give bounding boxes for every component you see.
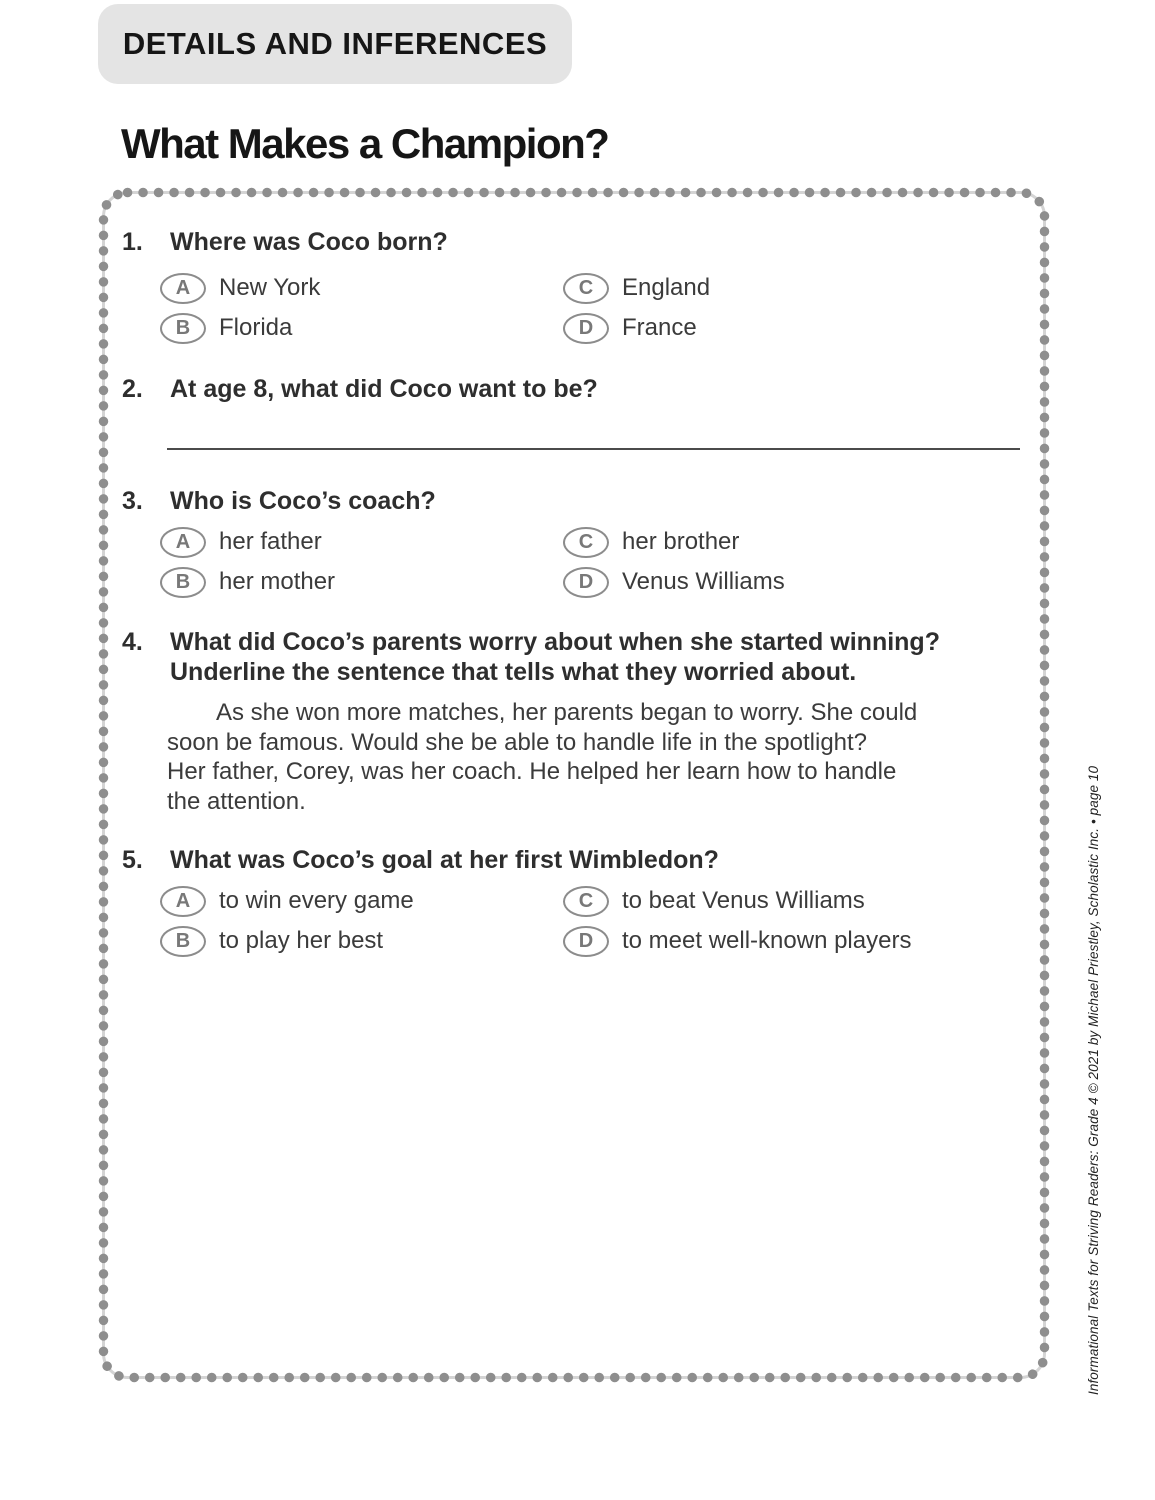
question-2-text: At age 8, what did Coco want to be? bbox=[170, 375, 598, 403]
question-2-answer-line[interactable] bbox=[167, 448, 1020, 450]
q1-choice-b-label: Florida bbox=[219, 314, 293, 341]
question-5-number: 5. bbox=[122, 846, 143, 874]
q3-choice-c-label: her brother bbox=[622, 528, 740, 555]
question-5-header bbox=[122, 845, 719, 875]
q3-choice-b-label: her mother bbox=[219, 568, 336, 595]
q5-choice-d-label: to meet well-known players bbox=[622, 927, 912, 954]
q5-choice-b-bubble[interactable]: B bbox=[160, 926, 206, 957]
q5-choice-c-label: to beat Venus Williams bbox=[622, 887, 865, 914]
q1-choice-d-bubble[interactable]: D bbox=[563, 313, 609, 344]
q3-choice-a bbox=[160, 522, 563, 562]
q1-choice-c-label: England bbox=[622, 274, 711, 301]
question-4-header bbox=[122, 627, 940, 687]
q5-choice-a bbox=[160, 881, 563, 921]
q3-choice-d-bubble[interactable]: D bbox=[563, 567, 609, 598]
passage-line-1: As she won more matches, her parents began to worry. She could bbox=[216, 699, 918, 726]
question-4-passage bbox=[167, 698, 997, 816]
q1-choice-a bbox=[160, 268, 563, 308]
q1-choice-a-bubble[interactable]: A bbox=[160, 273, 206, 304]
question-4-number: 4. bbox=[122, 628, 143, 656]
question-2-header bbox=[122, 374, 598, 404]
question-3-choices bbox=[160, 522, 785, 602]
q3-choice-d bbox=[563, 562, 785, 602]
question-1-text: Where was Coco born? bbox=[170, 228, 448, 256]
passage-line-4: the attention. bbox=[167, 787, 306, 815]
section-badge-label: DETAILS AND INFERENCES bbox=[122, 26, 548, 61]
q1-choice-b bbox=[160, 308, 563, 348]
question-4-text bbox=[170, 627, 940, 687]
q5-choice-d bbox=[563, 921, 911, 961]
question-3-number: 3. bbox=[122, 487, 143, 515]
q5-choice-c bbox=[563, 881, 911, 921]
question-2-number: 2. bbox=[122, 375, 143, 403]
question-3-header bbox=[122, 486, 436, 516]
q5-choice-a-label: to win every game bbox=[219, 887, 414, 914]
q3-choice-b bbox=[160, 562, 563, 602]
q3-choice-c bbox=[563, 522, 785, 562]
question-3-text: Who is Coco’s coach? bbox=[170, 487, 436, 515]
q3-choice-c-bubble[interactable]: C bbox=[563, 527, 609, 558]
q5-choice-a-bubble[interactable]: A bbox=[160, 886, 206, 917]
q1-choice-d bbox=[563, 308, 710, 348]
section-badge bbox=[98, 4, 572, 84]
question-4-text-line-1: What did Coco’s parents worry about when she started winning? bbox=[170, 628, 940, 656]
question-1-choices bbox=[160, 268, 710, 348]
q1-choice-b-bubble[interactable]: B bbox=[160, 313, 206, 344]
passage-line-3: Her father, Corey, was her coach. He helped her learn how to handle bbox=[167, 758, 897, 785]
q5-choice-d-bubble[interactable]: D bbox=[563, 926, 609, 957]
q1-choice-d-label: France bbox=[622, 314, 697, 341]
q3-choice-a-bubble[interactable]: A bbox=[160, 527, 206, 558]
question-4-text-line-2: Underline the sentence that tells what they worried about. bbox=[170, 658, 857, 686]
passage-line-2: soon be famous. Would she be able to handle life in the spotlight? bbox=[167, 728, 868, 756]
q5-choice-b-label: to play her best bbox=[219, 927, 384, 954]
q3-choice-d-label: Venus Williams bbox=[622, 568, 785, 595]
q5-choice-c-bubble[interactable]: C bbox=[563, 886, 609, 917]
question-5-text: What was Coco’s goal at her first Wimbledon? bbox=[170, 846, 719, 874]
q3-choice-a-label: her father bbox=[219, 528, 322, 555]
question-5-choices bbox=[160, 881, 911, 961]
q1-choice-c-bubble[interactable]: C bbox=[563, 273, 609, 304]
q1-choice-c bbox=[563, 268, 710, 308]
q3-choice-b-bubble[interactable]: B bbox=[160, 567, 206, 598]
copyright-sidebar: Informational Texts for Striving Readers: Grade 4 © 2021 by Michael Priestley, Scholastic Inc. • page 10 bbox=[1086, 765, 1101, 1395]
question-1-header bbox=[122, 227, 448, 257]
page-title: What Makes a Champion? bbox=[121, 120, 609, 167]
q5-choice-b bbox=[160, 921, 563, 961]
question-box bbox=[98, 187, 1050, 1383]
q1-choice-a-label: New York bbox=[219, 274, 321, 301]
question-1-number: 1. bbox=[122, 228, 143, 256]
